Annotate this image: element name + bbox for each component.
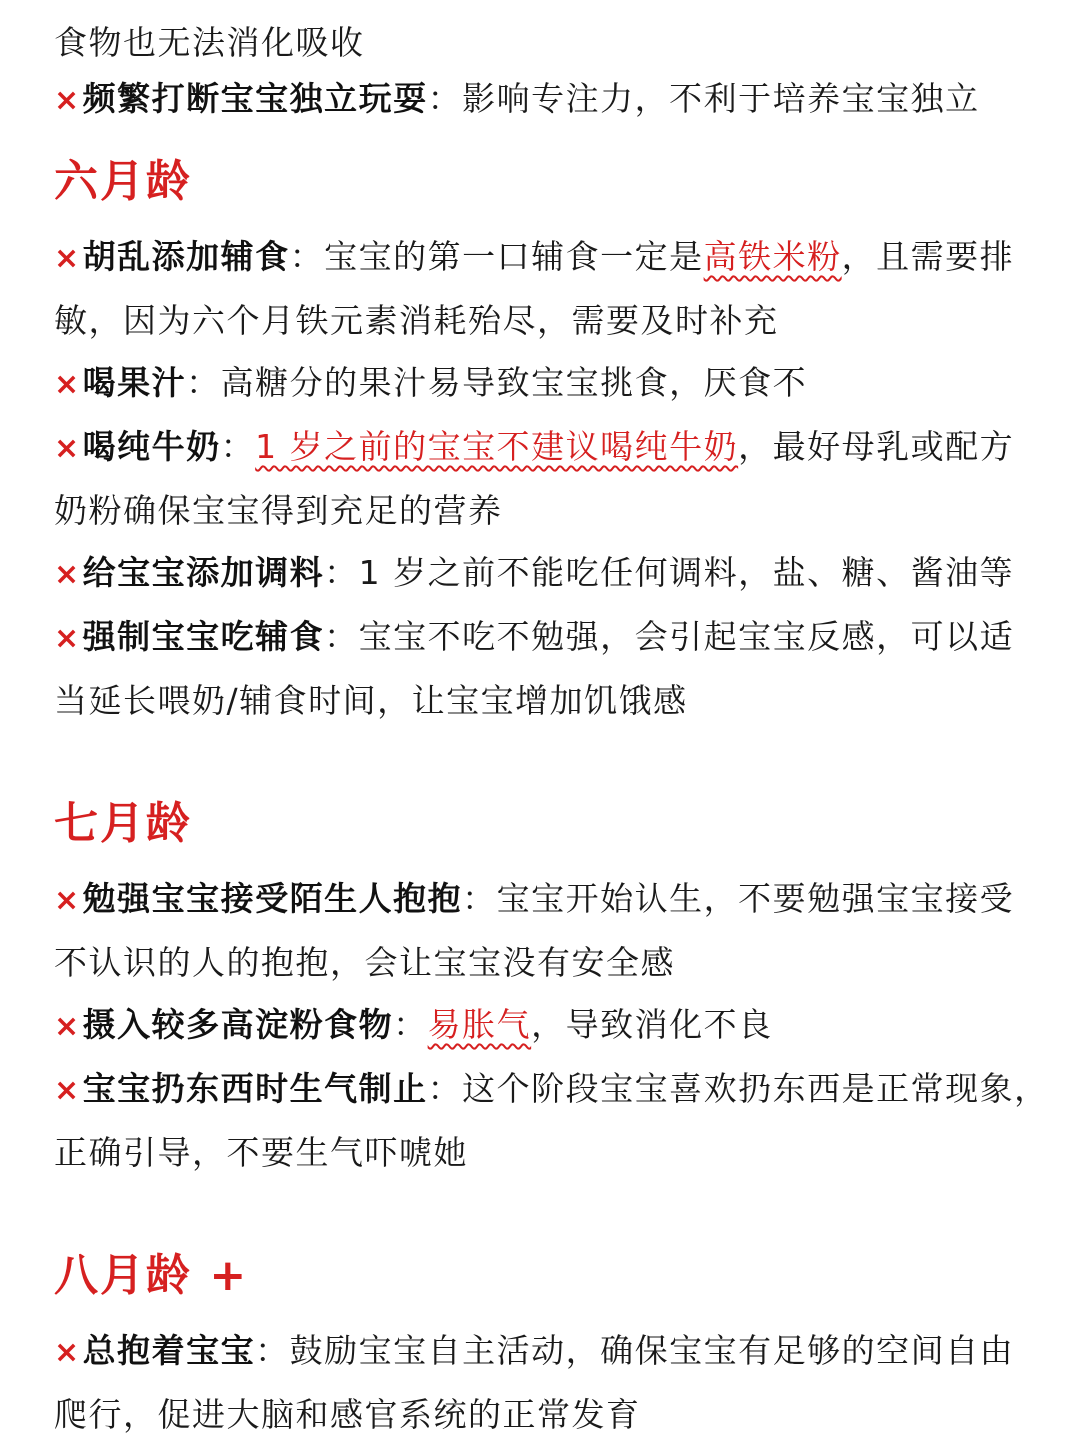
item-colon: ：: [220, 427, 256, 466]
item-title: 勉强宝宝接受陌生人抱抱: [82, 879, 463, 918]
item-text: 宝宝不吃不勉强，会引起宝宝反感，可以适: [358, 617, 1015, 656]
item-colon: ：: [462, 879, 497, 918]
list-item-continuation: [54, 670, 1054, 732]
list-item-continuation: [54, 1384, 1054, 1440]
item-colon: ：: [393, 1005, 428, 1044]
cross-icon: ×: [54, 621, 81, 656]
highlight-text: 易胀气: [427, 1005, 532, 1044]
item-text: 爬行，促进大脑和感官系统的正常发育: [54, 1395, 641, 1434]
cross-icon: ×: [54, 557, 81, 592]
highlight-text: 1 岁之前的宝宝不建议喝纯牛奶: [255, 427, 739, 466]
list-item: [54, 994, 1054, 1058]
item-title: 给宝宝添加调料: [82, 553, 325, 592]
item-text: 宝宝的第一口辅食一定是: [324, 237, 704, 276]
list-item: [54, 1058, 1054, 1122]
section-heading-seven-months: 七月龄: [54, 798, 192, 849]
item-title: 喝果汁: [82, 363, 187, 402]
cross-icon: ×: [54, 1009, 81, 1044]
item-title: 宝宝扔东西时生气制止: [82, 1069, 428, 1108]
cross-icon: ×: [54, 431, 81, 466]
intro-continuation: [54, 18, 1054, 68]
item-text: 当延长喂奶/辅食时间，让宝宝增加饥饿感: [54, 681, 688, 720]
item-text: 1 岁之前不能吃任何调料，盐、糖、酱油等: [358, 553, 1015, 592]
item-colon: ：: [427, 79, 463, 118]
item-text: ，最好母乳或配方: [738, 427, 1015, 466]
list-item-continuation: [54, 480, 1054, 542]
list-item-continuation: [54, 1122, 1054, 1184]
item-text: 正确引导，不要生气吓唬她: [54, 1133, 468, 1172]
item-title: 摄入较多高淀粉食物: [82, 1005, 394, 1044]
cross-icon: ×: [54, 83, 81, 118]
item-title: 频繁打断宝宝独立玩耍: [82, 79, 428, 118]
item-text: 鼓励宝宝自主活动，确保宝宝有足够的空间自由: [289, 1331, 1015, 1370]
cross-icon: ×: [54, 367, 81, 402]
list-item: [54, 542, 1054, 606]
item-colon: ：: [324, 553, 359, 592]
item-title: 胡乱添加辅食: [82, 237, 290, 276]
cross-icon: ×: [54, 241, 81, 276]
list-item: [54, 868, 1054, 932]
list-item-continuation: [54, 932, 1054, 994]
item-text: 不认识的人的抱抱，会让宝宝没有安全感: [54, 943, 675, 982]
list-item-continuation: [54, 290, 1054, 352]
item-text: ，导致消化不良: [531, 1005, 773, 1044]
section-heading-eight-months-plus: 八月龄 +: [54, 1250, 249, 1301]
list-item: [54, 1320, 1054, 1384]
item-title: 喝纯牛奶: [82, 427, 221, 466]
item-colon: ：: [427, 1069, 463, 1108]
intro-item: [54, 68, 1054, 132]
item-title: 总抱着宝宝: [82, 1331, 256, 1370]
item-colon: ：: [289, 237, 325, 276]
cross-icon: ×: [54, 1335, 81, 1370]
item-text: 这个阶段宝宝喜欢扔东西是正常现象，: [462, 1069, 1049, 1108]
highlight-text: 高铁米粉: [703, 237, 842, 276]
item-colon: ：: [324, 617, 359, 656]
item-text: 奶粉确保宝宝得到充足的营养: [54, 491, 503, 530]
item-title: 强制宝宝吃辅食: [82, 617, 325, 656]
list-item: [54, 352, 1054, 416]
item-text: ，且需要排: [841, 237, 1015, 276]
list-item: [54, 606, 1054, 670]
item-text: 宝宝开始认生，不要勉强宝宝接受: [496, 879, 1015, 918]
cross-icon: ×: [54, 1073, 81, 1108]
section-heading-six-months: 六月龄: [54, 156, 192, 207]
list-item: [54, 226, 1054, 290]
item-text: 高糖分的果汁易导致宝宝挑食，厌食不: [220, 363, 808, 402]
cross-icon: ×: [54, 883, 81, 918]
list-item: [54, 416, 1054, 480]
item-text: 敏，因为六个月铁元素消耗殆尽，需要及时补充: [54, 301, 779, 340]
item-colon: ：: [255, 1331, 290, 1370]
item-colon: ：: [186, 363, 221, 402]
intro-continuation-text: 食物也无法消化吸收: [54, 23, 365, 62]
article-body: [54, 18, 1054, 1440]
item-text: 影响专注力，不利于培养宝宝独立: [462, 79, 980, 118]
